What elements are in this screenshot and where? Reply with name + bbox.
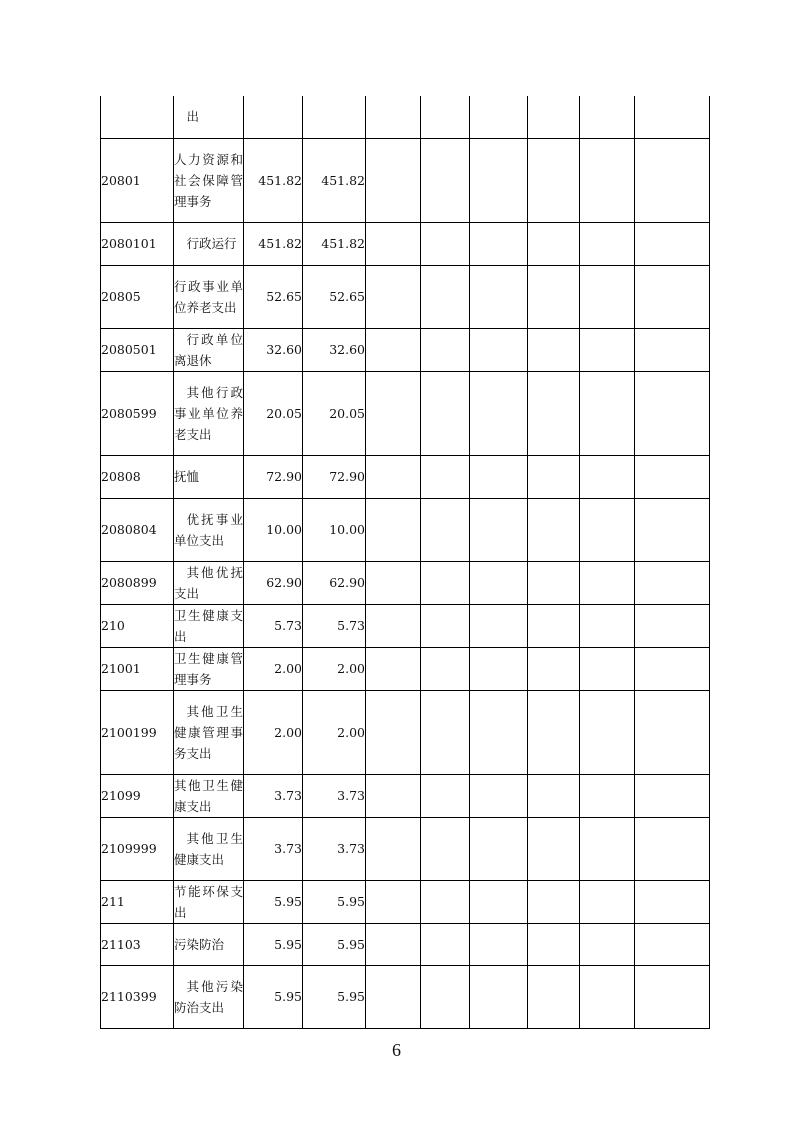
row-item-name: 抚恤 <box>174 455 244 498</box>
row-total-amount: 20.05 <box>244 371 303 455</box>
empty-cell <box>366 647 421 690</box>
row-total-amount: 5.95 <box>244 965 303 1028</box>
empty-cell <box>366 328 421 371</box>
row-basic-amount: 451.82 <box>303 222 366 265</box>
empty-cell <box>528 923 580 965</box>
row-code: 20805 <box>101 265 174 328</box>
table-row <box>101 923 710 965</box>
empty-cell <box>421 96 470 138</box>
empty-cell <box>421 604 470 647</box>
table-row <box>101 880 710 923</box>
empty-cell <box>635 561 710 604</box>
table-row <box>101 328 710 371</box>
row-code: 20808 <box>101 455 174 498</box>
empty-cell <box>528 265 580 328</box>
empty-cell <box>635 498 710 561</box>
empty-cell <box>366 455 421 498</box>
empty-cell <box>366 222 421 265</box>
table-row <box>101 604 710 647</box>
empty-cell <box>470 265 528 328</box>
row-basic-amount: 5.95 <box>303 880 366 923</box>
row-basic-amount: 3.73 <box>303 817 366 880</box>
row-basic-amount: 72.90 <box>303 455 366 498</box>
empty-cell <box>366 96 421 138</box>
empty-cell <box>635 265 710 328</box>
row-total-amount: 52.65 <box>244 265 303 328</box>
empty-cell <box>580 138 635 222</box>
row-total-amount: 72.90 <box>244 455 303 498</box>
empty-cell <box>421 690 470 774</box>
empty-cell <box>366 371 421 455</box>
row-code: 2109999 <box>101 817 174 880</box>
row-basic-amount: 62.90 <box>303 561 366 604</box>
row-item-name: 卫生健康支出 <box>174 604 244 647</box>
empty-cell <box>366 774 421 817</box>
table-row <box>101 96 710 138</box>
empty-cell <box>366 561 421 604</box>
row-item-name: 其他优抚支出 <box>174 561 244 604</box>
empty-cell <box>470 96 528 138</box>
empty-cell <box>470 371 528 455</box>
table-row <box>101 647 710 690</box>
empty-cell <box>580 498 635 561</box>
row-item-name: 出 <box>174 96 244 138</box>
empty-cell <box>528 965 580 1028</box>
empty-cell <box>635 96 710 138</box>
empty-cell <box>366 690 421 774</box>
empty-cell <box>528 371 580 455</box>
empty-cell <box>470 604 528 647</box>
row-code: 211 <box>101 880 174 923</box>
empty-cell <box>421 498 470 561</box>
empty-cell <box>635 647 710 690</box>
empty-cell <box>528 817 580 880</box>
row-basic-amount: 10.00 <box>303 498 366 561</box>
empty-cell <box>635 604 710 647</box>
row-total-amount: 3.73 <box>244 817 303 880</box>
row-code: 21099 <box>101 774 174 817</box>
table-row <box>101 817 710 880</box>
empty-cell <box>580 455 635 498</box>
empty-cell <box>635 965 710 1028</box>
row-code: 2080101 <box>101 222 174 265</box>
empty-cell <box>470 817 528 880</box>
table-row <box>101 774 710 817</box>
empty-cell <box>421 880 470 923</box>
empty-cell <box>528 96 580 138</box>
row-basic-amount: 20.05 <box>303 371 366 455</box>
empty-cell <box>635 774 710 817</box>
row-basic-amount: 5.95 <box>303 965 366 1028</box>
empty-cell <box>580 96 635 138</box>
empty-cell <box>635 880 710 923</box>
empty-cell <box>421 774 470 817</box>
row-total-amount: 2.00 <box>244 647 303 690</box>
empty-cell <box>580 371 635 455</box>
row-basic-amount: 5.95 <box>303 923 366 965</box>
row-item-name: 其他卫生健康支出 <box>174 817 244 880</box>
row-item-name: 行政运行 <box>174 222 244 265</box>
row-code: 2080501 <box>101 328 174 371</box>
empty-cell <box>421 561 470 604</box>
empty-cell <box>470 222 528 265</box>
empty-cell <box>366 965 421 1028</box>
row-item-name: 行政事业单位养老支出 <box>174 265 244 328</box>
row-basic-amount: 32.60 <box>303 328 366 371</box>
row-basic-amount: 5.73 <box>303 604 366 647</box>
empty-cell <box>580 561 635 604</box>
empty-cell <box>635 455 710 498</box>
table-row <box>101 561 710 604</box>
empty-cell <box>528 880 580 923</box>
empty-cell <box>580 604 635 647</box>
table-row <box>101 222 710 265</box>
row-item-name: 其他污染防治支出 <box>174 965 244 1028</box>
row-basic-amount: 2.00 <box>303 690 366 774</box>
empty-cell <box>421 328 470 371</box>
empty-cell <box>528 498 580 561</box>
row-item-name: 节能环保支出 <box>174 880 244 923</box>
empty-cell <box>580 222 635 265</box>
empty-cell <box>580 774 635 817</box>
row-item-name: 其他卫生健康管理事务支出 <box>174 690 244 774</box>
row-total-amount: 451.82 <box>244 138 303 222</box>
row-code <box>101 96 174 138</box>
row-total-amount: 2.00 <box>244 690 303 774</box>
row-item-name: 污染防治 <box>174 923 244 965</box>
empty-cell <box>635 222 710 265</box>
empty-cell <box>421 138 470 222</box>
row-item-name: 人力资源和社会保障管理事务 <box>174 138 244 222</box>
table-row <box>101 138 710 222</box>
row-code: 2100199 <box>101 690 174 774</box>
empty-cell <box>580 880 635 923</box>
empty-cell <box>528 774 580 817</box>
empty-cell <box>421 265 470 328</box>
row-basic-amount <box>303 96 366 138</box>
table-row <box>101 690 710 774</box>
empty-cell <box>421 923 470 965</box>
empty-cell <box>421 817 470 880</box>
row-item-name: 其他行政事业单位养老支出 <box>174 371 244 455</box>
empty-cell <box>635 371 710 455</box>
empty-cell <box>635 923 710 965</box>
row-code: 2080599 <box>101 371 174 455</box>
row-total-amount: 32.60 <box>244 328 303 371</box>
empty-cell <box>580 817 635 880</box>
table-body <box>101 96 710 1028</box>
empty-cell <box>528 647 580 690</box>
empty-cell <box>421 455 470 498</box>
empty-cell <box>421 222 470 265</box>
row-total-amount: 5.95 <box>244 880 303 923</box>
empty-cell <box>470 138 528 222</box>
empty-cell <box>635 690 710 774</box>
empty-cell <box>366 923 421 965</box>
empty-cell <box>470 880 528 923</box>
table-row <box>101 371 710 455</box>
row-total-amount: 3.73 <box>244 774 303 817</box>
empty-cell <box>635 328 710 371</box>
row-total-amount: 5.95 <box>244 923 303 965</box>
table-row <box>101 265 710 328</box>
row-item-name: 其他卫生健康支出 <box>174 774 244 817</box>
row-total-amount: 5.73 <box>244 604 303 647</box>
empty-cell <box>528 561 580 604</box>
table-row <box>101 498 710 561</box>
row-basic-amount: 3.73 <box>303 774 366 817</box>
empty-cell <box>366 880 421 923</box>
empty-cell <box>366 817 421 880</box>
empty-cell <box>421 371 470 455</box>
empty-cell <box>580 265 635 328</box>
row-item-name: 优抚事业单位支出 <box>174 498 244 561</box>
empty-cell <box>421 647 470 690</box>
empty-cell <box>421 965 470 1028</box>
empty-cell <box>580 328 635 371</box>
page-number: 6 <box>392 1040 401 1060</box>
empty-cell <box>470 561 528 604</box>
table-row <box>101 455 710 498</box>
empty-cell <box>528 138 580 222</box>
empty-cell <box>366 265 421 328</box>
empty-cell <box>528 604 580 647</box>
row-total-amount <box>244 96 303 138</box>
row-basic-amount: 2.00 <box>303 647 366 690</box>
empty-cell <box>528 455 580 498</box>
empty-cell <box>470 455 528 498</box>
empty-cell <box>470 690 528 774</box>
empty-cell <box>366 138 421 222</box>
row-item-name: 行政单位离退休 <box>174 328 244 371</box>
empty-cell <box>580 923 635 965</box>
empty-cell <box>580 647 635 690</box>
empty-cell <box>635 138 710 222</box>
empty-cell <box>528 690 580 774</box>
row-code: 210 <box>101 604 174 647</box>
budget-table <box>100 96 710 1029</box>
empty-cell <box>580 690 635 774</box>
empty-cell <box>470 647 528 690</box>
empty-cell <box>470 774 528 817</box>
empty-cell <box>528 328 580 371</box>
empty-cell <box>470 328 528 371</box>
empty-cell <box>366 498 421 561</box>
row-code: 2080899 <box>101 561 174 604</box>
row-code: 20801 <box>101 138 174 222</box>
row-total-amount: 10.00 <box>244 498 303 561</box>
empty-cell <box>470 965 528 1028</box>
empty-cell <box>366 604 421 647</box>
table-row <box>101 965 710 1028</box>
row-item-name: 卫生健康管理事务 <box>174 647 244 690</box>
row-code: 2110399 <box>101 965 174 1028</box>
row-total-amount: 451.82 <box>244 222 303 265</box>
row-code: 21103 <box>101 923 174 965</box>
empty-cell <box>580 965 635 1028</box>
row-total-amount: 62.90 <box>244 561 303 604</box>
row-code: 2080804 <box>101 498 174 561</box>
empty-cell <box>528 222 580 265</box>
row-code: 21001 <box>101 647 174 690</box>
empty-cell <box>470 923 528 965</box>
row-basic-amount: 451.82 <box>303 138 366 222</box>
row-basic-amount: 52.65 <box>303 265 366 328</box>
empty-cell <box>635 817 710 880</box>
empty-cell <box>470 498 528 561</box>
